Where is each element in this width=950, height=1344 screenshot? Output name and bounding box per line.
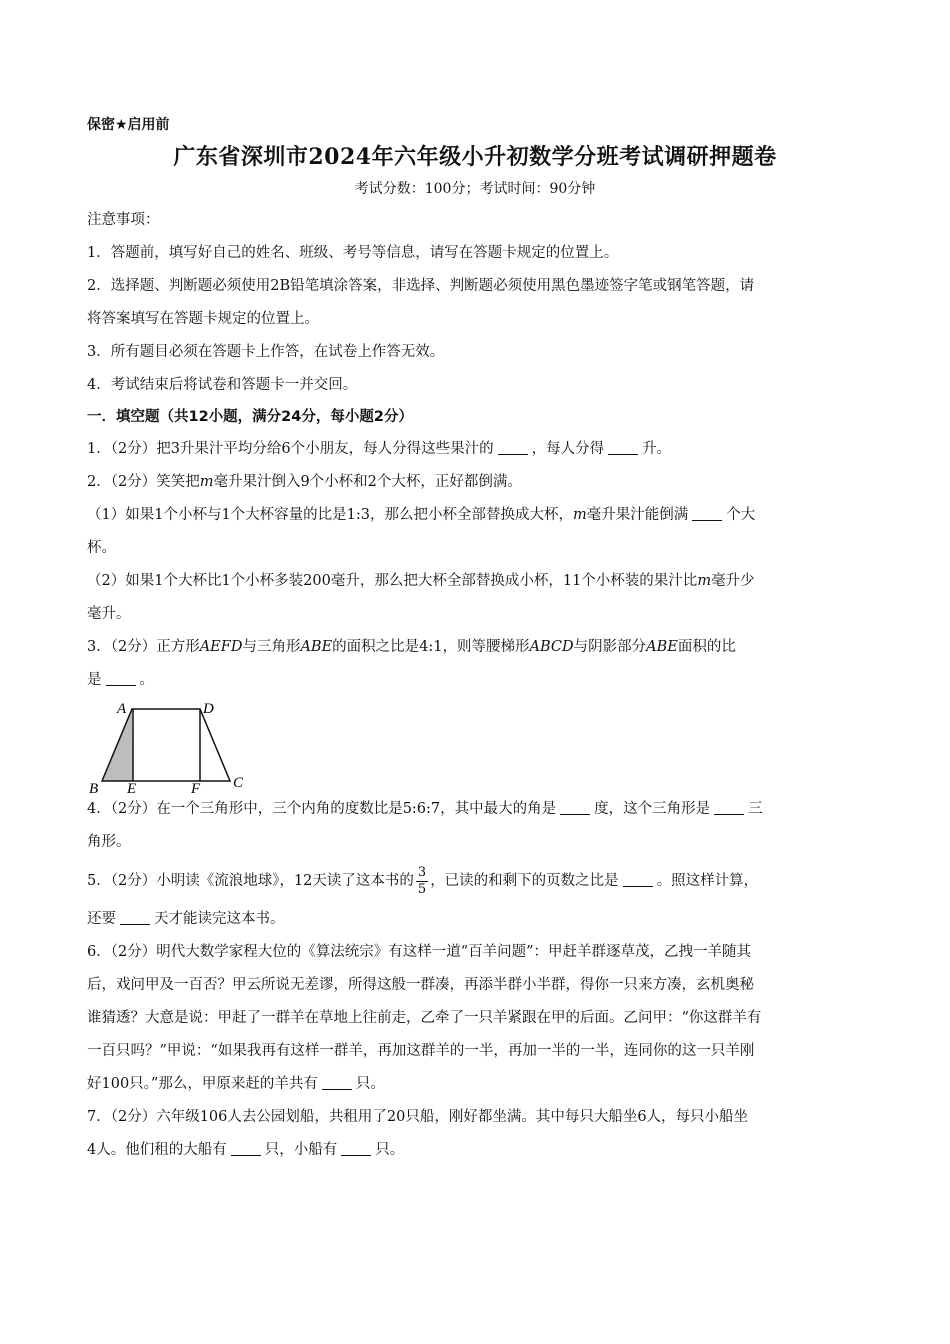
q2-text: （1）如果1个小杯与1个大杯容量的比是1:3，那么把小杯全部替换成大杯， [87, 507, 574, 523]
answer-blank[interactable] [231, 1141, 261, 1156]
answer-blank[interactable] [120, 910, 150, 925]
q3-text: 与阴影部分 [573, 639, 647, 655]
question-2-part-2 [87, 565, 863, 598]
question-2-part-2-cont: 毫升。 [87, 606, 131, 622]
q7-text: 只，小船有 [264, 1142, 338, 1158]
note-item: 3．所有题目必须在答题卡上作答，在试卷上作答无效。 [87, 344, 445, 360]
question-7-cont [87, 1134, 863, 1167]
variable-m: m [573, 507, 587, 523]
q4-text: 4．（2分）在一个三角形中，三个内角的度数比是5:6:7，其中最大的角是 [87, 801, 557, 817]
q4-text: 三 [748, 801, 763, 817]
trapezoid-diagram [87, 701, 257, 793]
q7-text: 4人。他们租的大船有 [87, 1142, 227, 1158]
q2-text: 2．（2分）笑笑把 [87, 474, 200, 490]
page-title: 广东省深圳市2024年六年级小升初数学分班考试调研押题卷 [173, 144, 777, 170]
confidential-label: 保密★启用前 [87, 117, 170, 133]
note-item: 1．答题前，填写好自己的姓名、班级、考号等信息，请写在答题卡规定的位置上。 [87, 245, 619, 261]
question-1 [87, 433, 863, 466]
label-f: F [191, 781, 201, 793]
q2-text: 毫升少 [711, 573, 755, 589]
question-6-cont: 一百只吗？”甲说：“如果我再有这样一群羊，再加这群羊的一半，再加一半的一半，连同你的这一只羊刚 [87, 1043, 755, 1059]
shape-name: ABE [300, 639, 333, 655]
answer-blank[interactable] [623, 872, 653, 887]
fraction [416, 865, 428, 898]
q3-text: 面积的比 [677, 639, 736, 655]
shape-name: ABCD [529, 639, 574, 655]
q5-text: 天才能读完这本书。 [154, 911, 285, 927]
answer-blank[interactable] [106, 671, 136, 686]
q4-text: 度，这个三角形是 [594, 801, 711, 817]
question-5-cont [87, 903, 863, 936]
answer-blank[interactable] [498, 440, 528, 455]
q5-text: 。照这样计算， [656, 873, 759, 889]
question-5 [87, 859, 863, 903]
q3-text: 3．（2分）正方形 [87, 639, 200, 655]
question-7: 7．（2分）六年级106人去公园划船，共租用了20只船，刚好都坐满。其中每只大船坐6人，每只小船坐 [87, 1109, 749, 1125]
q2-text: （2）如果1个大杯比1个小杯多装200毫升，那么把大杯全部替换成小杯，11个小杯装的果汁比 [87, 573, 698, 589]
question-6: 6．（2分）明代大数学家程大位的《算法统宗》有这样一道“百羊问题”：甲赶羊群逐草茂，乙拽一羊随其 [87, 944, 752, 960]
shape-name: AEFD [199, 639, 243, 655]
note-item: 4．考试结束后将试卷和答题卡一并交回。 [87, 377, 358, 393]
question-6-cont [87, 1068, 863, 1101]
question-4-cont: 角形。 [87, 834, 131, 850]
answer-blank[interactable] [322, 1075, 352, 1090]
q3-text: 的面积之比是4:1，则等腰梯形 [332, 639, 530, 655]
question-6-cont: 后，戏问甲及一百否？甲云所说无差谬，所得这般一群凑，再添半群小半群，得你一只来方凑，玄机奥秘 [87, 977, 754, 993]
label-c: C [233, 775, 244, 791]
q2-text: 毫升果汁倒入9个小杯和2个大杯，正好都倒满。 [213, 474, 522, 490]
question-2-part-1-cont: 杯。 [87, 540, 116, 556]
question-2-part-1 [87, 499, 863, 532]
label-d: D [203, 701, 214, 717]
note-item: 将答案填写在答题卡规定的位置上。 [87, 311, 319, 327]
question-2 [87, 466, 863, 499]
q3-text: 。 [139, 672, 154, 688]
notes-heading: 注意事项： [87, 212, 160, 228]
section-heading: 一．填空题（共12小题，满分24分，每小题2分） [87, 409, 413, 425]
q5-text: 还要 [87, 911, 116, 927]
q1-text: 升。 [642, 441, 672, 457]
q2-text: 毫升果汁能倒满 [586, 507, 689, 523]
q1-text: 1．（2分）把3升果汁平均分给6个小朋友，每人分得这些果汁的 [87, 441, 494, 457]
question-3 [87, 631, 863, 664]
variable-m: m [697, 573, 712, 589]
question-3-cont [87, 664, 863, 697]
fraction-denominator: 5 [417, 881, 427, 897]
q3-text: 与三角形 [242, 639, 301, 655]
fraction-numerator: 3 [417, 864, 427, 880]
q7-text: 只。 [375, 1142, 405, 1158]
note-item: 2．选择题、判断题必须使用2B铅笔填涂答案，非选择、判断题必须使用黑色墨迹签字笔或钢笔答题，请 [87, 278, 755, 294]
q5-text: 5．（2分）小明读《流浪地球》，12天读了这本书的 [87, 873, 414, 889]
q3-text: 是 [87, 672, 102, 688]
answer-blank[interactable] [341, 1141, 371, 1156]
exam-meta: 考试分数：100分；考试时间：90分钟 [354, 181, 596, 197]
answer-blank[interactable] [560, 800, 590, 815]
answer-blank[interactable] [608, 440, 638, 455]
trapezoid-figure [87, 701, 863, 791]
q2-text: 个大 [726, 507, 756, 523]
question-4 [87, 793, 863, 826]
label-b: B [89, 781, 99, 793]
q1-text: ，每人分得 [531, 441, 605, 457]
q6-text: 好100只。”那么，甲原来赶的羊共有 [87, 1076, 318, 1092]
question-6-cont: 谁猜透？大意是说：甲赶了一群羊在草地上往前走，乙牵了一只羊紧跟在甲的后面。乙问甲：“你这群羊有 [87, 1010, 762, 1026]
answer-blank[interactable] [714, 800, 744, 815]
label-a: A [117, 701, 127, 717]
answer-blank[interactable] [692, 506, 722, 521]
label-e: E [127, 781, 137, 793]
exam-page [87, 112, 863, 1167]
q6-text: 只。 [355, 1076, 385, 1092]
variable-m: m [199, 474, 214, 490]
q5-text: ，已读的和剩下的页数之比是 [430, 873, 619, 889]
shape-name: ABE [646, 639, 678, 655]
